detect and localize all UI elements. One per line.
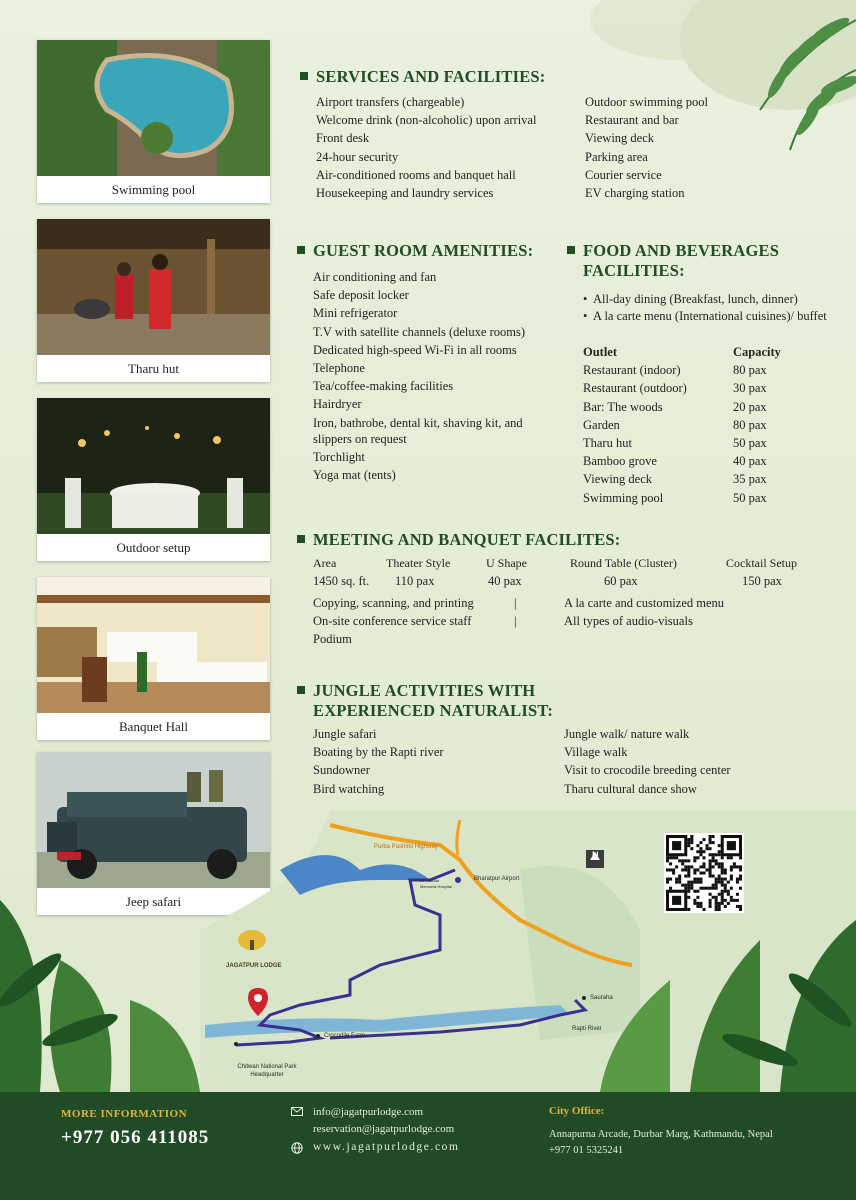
- bullet-square: [297, 246, 305, 254]
- outlet-name: Restaurant (indoor): [583, 363, 681, 378]
- bullet-item: • A la carte menu (International cuisines)/ buffet: [583, 308, 833, 325]
- outlet-capacity: 35 pax: [733, 472, 767, 487]
- meeting-header-round: Round Table (Cluster): [570, 556, 677, 570]
- meeting-value-theater: 110 pax: [395, 574, 435, 588]
- meeting-value-area: 1450 sq. ft.: [313, 574, 370, 588]
- meeting-separators: [514, 594, 517, 630]
- jungle-list-1: [313, 725, 444, 798]
- list-item: Visit to crocodile breeding center: [564, 763, 731, 778]
- guest-room-heading: [297, 241, 533, 261]
- outdoor-setup-photo: [37, 398, 270, 534]
- map-label-highway: Purba Pashimi Highway: [374, 844, 438, 850]
- pool-photo: [37, 40, 270, 176]
- outlet-capacity: 80 pax: [733, 363, 767, 378]
- meeting-header-ushape: U Shape: [486, 556, 527, 570]
- photo-card-banquet-hall: [37, 577, 270, 740]
- tharu-hut-photo: [37, 219, 270, 355]
- lodge-logo: JAGATPUR LODGE: [226, 963, 282, 969]
- meeting-value-round: 60 pax: [604, 574, 638, 588]
- list-item: Outdoor swimming pool: [585, 95, 708, 109]
- list-item: Podium: [313, 632, 352, 647]
- photo-caption: Banquet Hall: [119, 719, 188, 734]
- jungle-list-2: [564, 725, 731, 798]
- list-item: Telephone: [313, 361, 365, 376]
- list-item: Bird watching: [313, 781, 385, 796]
- services-list-2: [585, 93, 708, 202]
- services-title: SERVICES AND FACILITIES:: [316, 67, 546, 86]
- list-item: T.V with satellite channels (deluxe rooms): [313, 324, 525, 339]
- bullet-item: • All-day dining (Breakfast, lunch, dinner): [583, 291, 833, 308]
- bullet-square: [297, 686, 305, 694]
- outlet-capacity: 80 pax: [733, 417, 767, 432]
- list-item: Safe deposit locker: [313, 288, 409, 303]
- list-item: Viewing deck: [585, 131, 655, 146]
- list-item: Tea/coffee-making facilities: [313, 379, 454, 394]
- outlet-table: [583, 343, 781, 507]
- table-row: [583, 489, 781, 507]
- map-label-chitwan: Chitwan National Park Headquarter: [237, 1064, 297, 1078]
- header-outlet: Outlet: [583, 345, 618, 359]
- website-link[interactable]: www.jagatpurlodge.com: [313, 1141, 460, 1153]
- outlet-name: Bar: The woods: [583, 399, 663, 414]
- list-item: Restaurant and bar: [585, 113, 679, 128]
- city-office-title: City Office:: [549, 1105, 605, 1117]
- list-item: Airport transfers (chargeable): [316, 95, 465, 109]
- photo-card-tharu-hut: [37, 219, 270, 382]
- list-item: Village walk: [564, 745, 628, 760]
- city-office-phone[interactable]: +977 01 5325241: [549, 1145, 624, 1156]
- outlet-name: Restaurant (outdoor): [583, 381, 687, 396]
- meeting-header-cocktail: Cocktail Setup: [726, 556, 797, 570]
- email-info-link[interactable]: info@jagatpurlodge.com: [313, 1106, 424, 1118]
- list-item: Parking area: [585, 149, 648, 164]
- food-title-line2: FACILITIES:: [583, 261, 685, 280]
- more-info-label: MORE INFORMATION: [61, 1108, 188, 1120]
- list-item: Air-conditioned rooms and banquet hall: [316, 167, 516, 182]
- header-capacity: Capacity: [733, 345, 781, 359]
- footer: [0, 1092, 856, 1200]
- meeting-header-area: Area: [313, 556, 337, 570]
- outlet-capacity: 40 pax: [733, 454, 767, 469]
- list-item: Sundowner: [313, 763, 370, 778]
- outlet-name: Tharu hut: [583, 436, 632, 451]
- outlet-capacity: 20 pax: [733, 399, 767, 414]
- list-item: Welcome drink (non-alcoholic) upon arrival: [316, 113, 537, 128]
- table-row: [583, 452, 781, 470]
- banquet-hall-photo: [37, 577, 270, 713]
- list-item: Tharu cultural dance show: [564, 781, 697, 796]
- list-item: Jungle safari: [313, 727, 377, 741]
- table-row: [583, 379, 781, 397]
- city-office-details: [549, 1127, 773, 1159]
- food-heading: [567, 241, 779, 281]
- email-reservation-link[interactable]: reservation@jagatpurlodge.com: [313, 1123, 455, 1135]
- photo-card-pool: [37, 40, 270, 203]
- list-item: Housekeeping and laundry services: [316, 186, 494, 201]
- services-heading: [300, 67, 545, 87]
- list-item: Hairdryer: [313, 397, 362, 412]
- meeting-value-ushape: 40 pax: [488, 574, 522, 588]
- jungle-heading: [297, 681, 553, 721]
- table-row: [583, 398, 781, 416]
- globe-icon: [291, 1142, 303, 1154]
- map-label-sauraha: Sauraha: [590, 995, 613, 1001]
- list-item: Mini refrigerator: [313, 306, 398, 321]
- table-header: [583, 343, 781, 361]
- list-item: Torchlight: [313, 449, 365, 464]
- photo-caption: Outdoor setup: [116, 540, 191, 555]
- guest-room-list: [313, 268, 563, 484]
- bullet-square: [297, 535, 305, 543]
- map-label-rapti-river: Rapti River: [572, 1026, 602, 1032]
- list-item: Iron, bathrobe, dental kit, shaving kit, and slippers on request: [313, 415, 523, 446]
- bullet-square: [567, 246, 575, 254]
- services-list-1: [316, 93, 536, 202]
- list-item: EV charging station: [585, 186, 685, 201]
- list-item: A la carte and customized menu: [564, 596, 725, 610]
- guest-room-title: GUEST ROOM AMENITIES:: [313, 241, 534, 260]
- meeting-list-right: [564, 594, 724, 630]
- list-item: Copying, scanning, and printing: [313, 596, 474, 610]
- table-row: [583, 416, 781, 434]
- meeting-heading: [297, 530, 621, 550]
- envelope-icon: [291, 1107, 303, 1116]
- list-item: All types of audio-visuals: [564, 614, 693, 629]
- list-item: Front desk: [316, 131, 370, 146]
- list-item: On-site conference service staff: [313, 614, 472, 629]
- outlet-name: Bamboo grove: [583, 454, 657, 469]
- list-item: Jungle walk/ nature walk: [564, 727, 690, 741]
- outlet-name: Swimming pool: [583, 490, 664, 505]
- footer-phone[interactable]: +977 056 411085: [61, 1127, 210, 1148]
- outlet-capacity: 30 pax: [733, 381, 767, 396]
- city-office-address: Annapurna Arcade, Durbar Marg, Kathmandu, Nepal: [549, 1129, 773, 1140]
- map-label-hospital: BP Koirala Memorial Hospital: [420, 878, 453, 889]
- list-item: Yoga mat (tents): [313, 467, 396, 482]
- outlet-name: Viewing deck: [583, 472, 653, 487]
- list-item: Courier service: [585, 167, 662, 182]
- table-row: [583, 470, 781, 488]
- map-label-crocodile-farm: Crocodile Farm: [324, 1033, 366, 1039]
- meeting-title: MEETING AND BANQUET FACILITES:: [313, 530, 621, 549]
- map-label-airport: Bharatpur Airport: [474, 876, 520, 882]
- food-bullets: [583, 291, 833, 325]
- north-arrow-icon: N: [592, 850, 599, 860]
- table-row: [583, 361, 781, 379]
- list-item: 24-hour security: [316, 149, 399, 164]
- list-item: Dedicated high-speed Wi-Fi in all rooms: [313, 342, 517, 357]
- foliage-bottom: [0, 860, 856, 1092]
- footer-emails: [313, 1104, 454, 1138]
- photo-caption: Jeep safari: [125, 894, 182, 909]
- outlet-capacity: 50 pax: [733, 436, 767, 451]
- jungle-title-line2: EXPERIENCED NATURALIST:: [313, 701, 554, 720]
- food-title: FOOD AND BEVERAGES: [583, 241, 780, 260]
- jungle-title: JUNGLE ACTIVITIES WITH: [313, 681, 536, 700]
- list-item: Air conditioning and fan: [313, 270, 437, 284]
- table-row: [583, 434, 781, 452]
- outlet-name: Garden: [583, 417, 620, 432]
- meeting-value-cocktail: 150 pax: [742, 574, 782, 588]
- photo-card-outdoor-setup: [37, 398, 270, 561]
- bullet-square: [300, 72, 308, 80]
- photo-caption: Tharu hut: [128, 361, 179, 376]
- outlet-capacity: 50 pax: [733, 490, 767, 505]
- meeting-list-left: [313, 594, 474, 649]
- separator: |: [514, 596, 517, 610]
- meeting-header-theater: Theater Style: [386, 556, 451, 570]
- list-item: Boating by the Rapti river: [313, 745, 444, 760]
- photo-caption: Swimming pool: [111, 182, 196, 197]
- separator: |: [514, 614, 517, 629]
